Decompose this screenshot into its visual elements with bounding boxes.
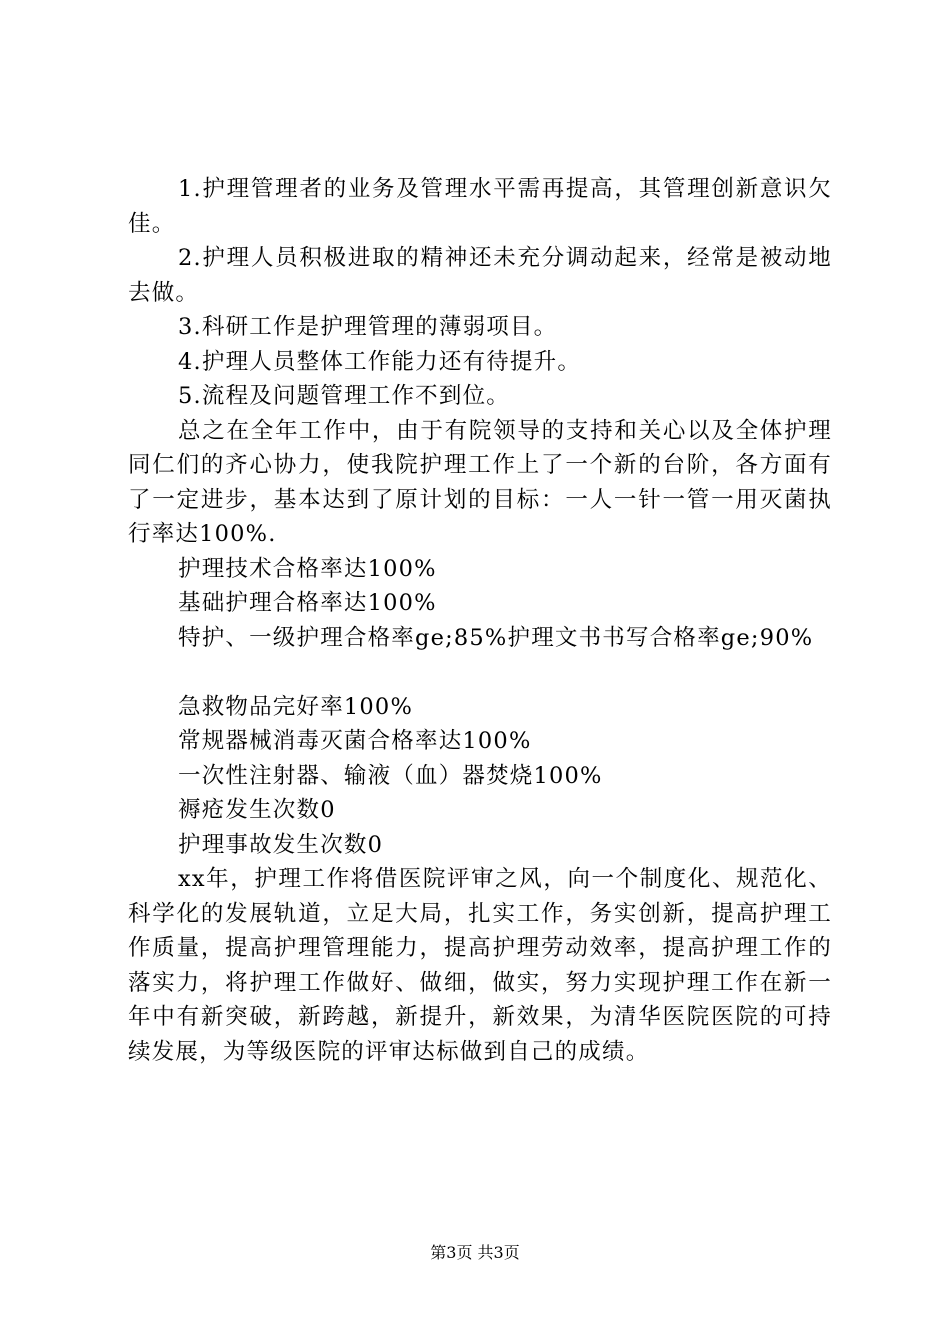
document-body (128, 172, 832, 1069)
paragraph-stat-basic-care: 基础护理合格率达100% (178, 590, 437, 616)
page-footer: 第3页 共3页 (430, 1243, 520, 1262)
paragraph-item-4: 4.护理人员整体工作能力还有待提升。 (178, 348, 582, 375)
paragraph-stat-accident: 护理事故发生次数0 (178, 831, 384, 858)
paragraph-stat-disposal: 一次性注射器、输液（血）器焚烧100% (178, 762, 603, 789)
paragraph-stat-emergency: 急救物品完好率100% (178, 693, 414, 720)
paragraph-summary: 总之在全年工作中，由于有院领导的支持和关心以及全体护理同仁们的齐心协力，使我院护理工作上了一个新的台阶，各方面有了一定进步，基本达到了原计划的目标：一人一针一管一用灭菌执行率达100%. (128, 417, 832, 547)
paragraph-item-1: 1.护理管理者的业务及管理水平需再提高，其管理创新意识欠佳。 (128, 176, 832, 237)
paragraph-stat-special-care: 特护、一级护理合格率ge;85%护理文书书写合格率ge;90% (178, 624, 814, 651)
paragraph-stat-bedsore: 褥疮发生次数0 (178, 797, 336, 823)
paragraph-stat-technique: 护理技术合格率达100% (178, 555, 437, 582)
paragraph-item-2: 2.护理人员积极进取的精神还未充分调动起来，经常是被动地去做。 (128, 245, 832, 306)
paragraph-gap (128, 655, 832, 690)
paragraph-item-3: 3.科研工作是护理管理的薄弱项目。 (178, 314, 558, 340)
paragraph-stat-sterilization: 常规器械消毒灭菌合格率达100% (178, 728, 532, 754)
paragraph-item-5: 5.流程及问题管理工作不到位。 (178, 383, 510, 409)
paragraph-plan: xx年，护理工作将借医院评审之风，向一个制度化、规范化、科学化的发展轨道，立足大局，扎实工作，务实创新，提高护理工作质量，提高护理管理能力，提高护理劳动效率，提高护理工作的落实力，将护理工作做好、做细，做实，努力实现护理工作在新一年中有新突破，新跨越，新提升，新效果，为清华医院医院的可持续发展，为等级医院的评审达标做到自己的成绩。 (128, 866, 832, 1065)
